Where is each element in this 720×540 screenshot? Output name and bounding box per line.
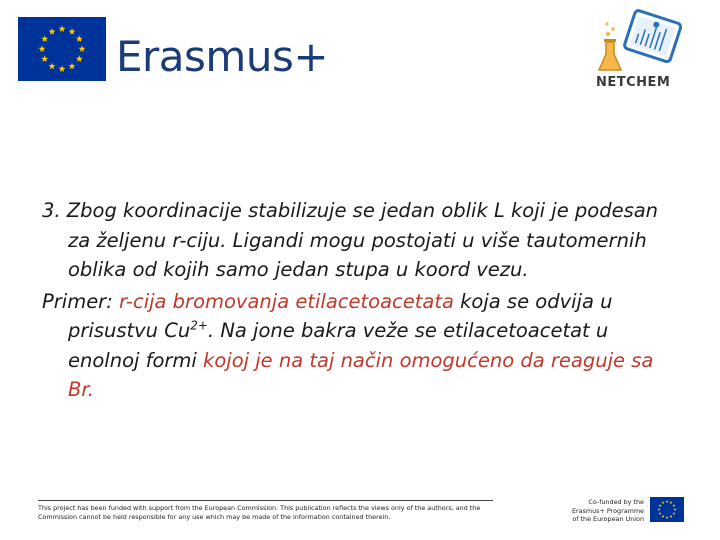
cofunded-line-1: Co-funded by the — [588, 498, 644, 506]
eu-star — [669, 515, 672, 518]
eu-star — [41, 55, 48, 62]
example-lead: Primer: — [42, 289, 119, 313]
cofunded-line-2: Erasmus+ Programme — [571, 506, 644, 515]
erasmus-plus-logo-text: Erasmus+ — [116, 32, 329, 81]
example-text-1: koja se odvija u prisustvu Cu — [68, 289, 613, 342]
eu-star — [79, 45, 86, 52]
eu-flag-small — [650, 497, 684, 522]
eu-star — [39, 45, 46, 52]
cofunded-text — [566, 498, 644, 524]
eu-star — [673, 508, 676, 511]
paragraph-1: 3. Zbog koordinacije stabilizuje se jedan oblik L koji je podesan za željenu r-ciju. Ligandi mogu postojati u više tautomernih oblika od kojih samo jedan stupa u koord vezu. — [42, 199, 659, 281]
eu-star — [657, 508, 660, 511]
eu-star — [665, 516, 668, 519]
cofunded-line-3: of the European Union — [572, 515, 644, 523]
eu-star — [69, 63, 76, 70]
eu-star — [76, 35, 83, 42]
eu-flag-logo — [18, 17, 106, 81]
eu-star — [59, 25, 66, 32]
eu-star — [665, 500, 668, 503]
slide-content — [42, 196, 682, 407]
eu-star — [661, 515, 664, 518]
eu-star — [659, 512, 662, 515]
footer-divider — [38, 500, 493, 501]
eu-star — [69, 28, 76, 35]
footer-disclaimer: This project has been funded with support from the European Commission. This publication reflects the views only of the authors, and the Commission cannot be held responsible for any use which may be made of the information contained therein. — [38, 504, 481, 521]
eu-stars-small-icon — [650, 497, 684, 522]
eu-star — [49, 28, 56, 35]
eu-stars-icon — [18, 17, 106, 81]
eu-star — [661, 501, 664, 504]
eu-star — [672, 512, 675, 515]
eu-star — [41, 35, 48, 42]
eu-star — [659, 504, 662, 507]
eu-star — [49, 63, 56, 70]
eu-star — [76, 55, 83, 62]
paragraph-2 — [42, 287, 682, 405]
eu-star — [672, 504, 675, 507]
example-text-2: . Na jone bakra veže se etilacetoacetat u enolnoj formi — [68, 319, 609, 372]
eu-star — [59, 65, 66, 72]
eu-star — [669, 501, 672, 504]
copper-charge: 2+ — [190, 318, 208, 333]
highlight-reaction: r-cija bromovanja etilacetoacetata — [118, 289, 454, 313]
highlight-conclusion: kojoj je na taj način omogućeno da reaguje sa Br. — [68, 348, 654, 401]
netchem-label: NETCHEM — [596, 75, 671, 90]
